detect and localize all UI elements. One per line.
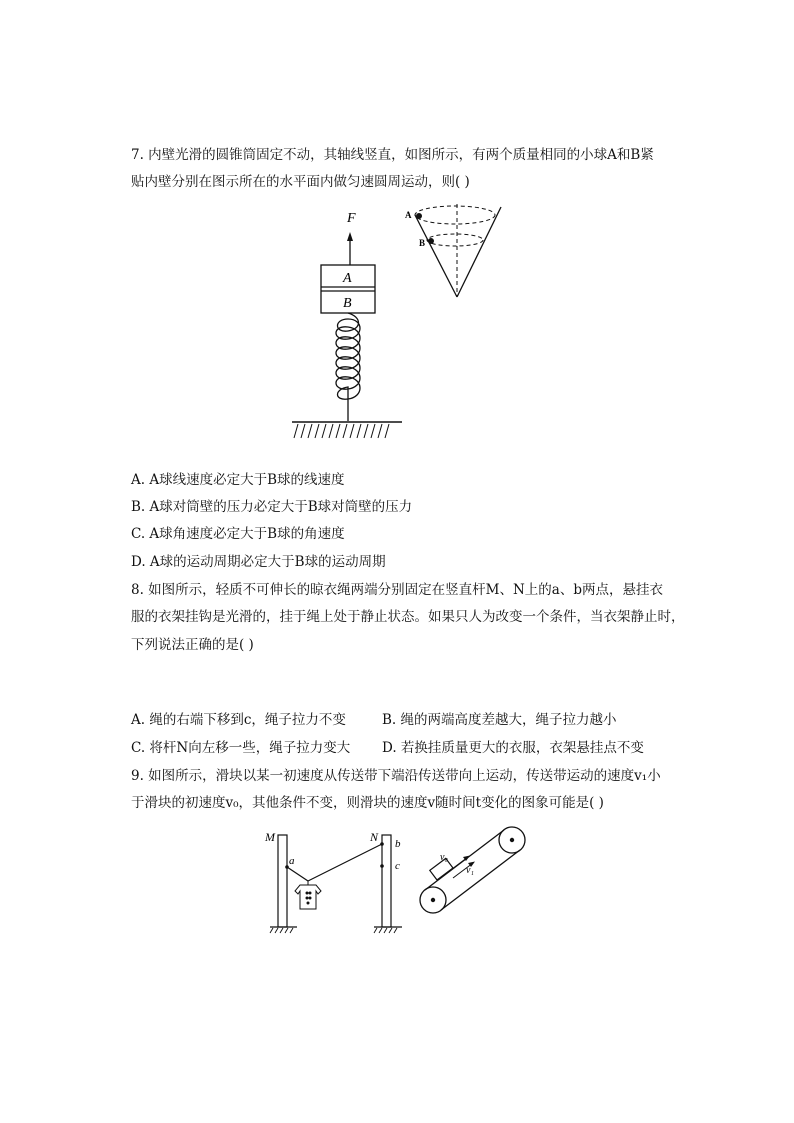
q7-label-cone-A: A xyxy=(405,210,412,220)
q8-option-d: D. 若换挂质量更大的衣服，衣架悬挂点不变 xyxy=(382,740,644,756)
q8-option-c: C. 将杆N向左移一些，绳子拉力变大 xyxy=(131,740,351,756)
q8-stem-line3: 下列说法正确的是( ) xyxy=(131,637,254,653)
q8-stem-line1: 8. 如图所示，轻质不可伸长的晾衣绳两端分别固定在竖直杆M、N上的a、b两点，悬挂衣 xyxy=(131,582,663,598)
q8-label-M: M xyxy=(265,830,275,844)
q7-label-block-A: A xyxy=(343,271,352,286)
q8-stem-line2: 服的衣架挂钩是光滑的，挂于绳上处于静止状态。如果只人为改变一个条件，当衣架静止时， xyxy=(131,609,685,625)
q9-stem-line1: 9. 如图所示，滑块以某一初速度从传送带下端沿传送带向上运动，传送带运动的速度v₁小 xyxy=(131,768,661,784)
q9-stem-line2: 于滑块的初速度v₀，其他条件不变，则滑块的速度v随时间t变化的图象可能是( ) xyxy=(131,795,604,811)
q7-label-block-B: B xyxy=(343,296,352,311)
q7-option-d: D. A球的运动周期必定大于B球的运动周期 xyxy=(131,554,386,570)
q7-option-c: C. A球角速度必定大于B球的角速度 xyxy=(131,526,345,542)
q8-label-b: b xyxy=(395,838,401,850)
q8-label-c: c xyxy=(395,860,400,872)
q7-option-a: A. A球线速度必定大于B球的线速度 xyxy=(131,472,345,488)
q7-cone-figure xyxy=(402,200,507,305)
q8-label-N: N xyxy=(370,830,379,844)
q7-label-cone-B: B xyxy=(419,238,426,248)
q7-spring-block-figure xyxy=(290,205,405,445)
q8-label-a: a xyxy=(289,855,295,867)
q9-label-v0: v₀ xyxy=(440,852,448,863)
q7-stem-line2: 贴内壁分别在图示所在的水平面内做匀速圆周运动，则( ) xyxy=(131,174,470,190)
q8-clothesline-figure xyxy=(262,827,412,937)
shirt-icon xyxy=(295,881,321,909)
q8-option-a: A. 绳的右端下移到c，绳子拉力不变 xyxy=(131,712,346,728)
q7-stem-line1: 7. 内壁光滑的圆锥筒固定不动，其轴线竖直，如图所示，有两个质量相同的小球A和B紧 xyxy=(131,147,654,163)
q9-conveyor-figure xyxy=(415,820,540,920)
q9-label-v1: v₁ xyxy=(466,865,474,876)
q7-label-F: F xyxy=(347,211,356,226)
q7-option-b: B. A球对筒壁的压力必定大于B球对筒壁的压力 xyxy=(131,499,413,515)
q8-option-b: B. 绳的两端高度差越大，绳子拉力越小 xyxy=(382,712,617,728)
spring-icon xyxy=(336,313,360,421)
